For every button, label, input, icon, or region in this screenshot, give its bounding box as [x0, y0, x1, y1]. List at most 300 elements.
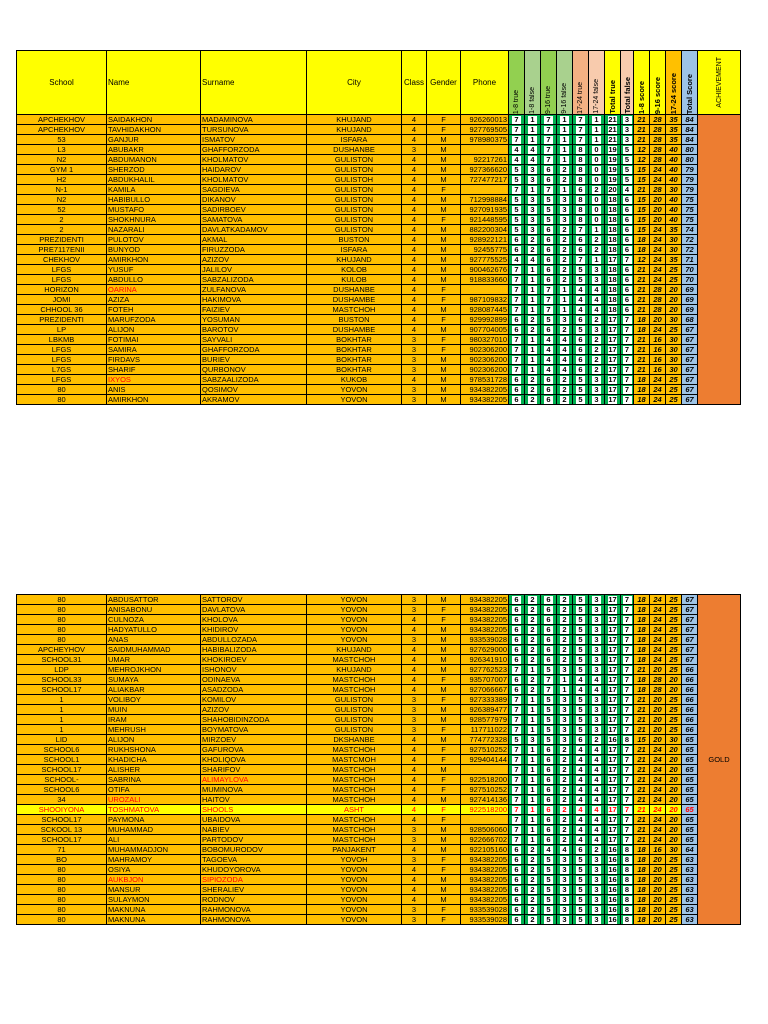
cell-gender: F	[427, 915, 461, 925]
cell-count: 3	[525, 735, 541, 745]
cell-score: 21	[634, 295, 650, 305]
cell-count: 8	[573, 195, 589, 205]
cell-count: 6	[541, 605, 557, 615]
cell-city: GULISTON	[307, 165, 402, 175]
cell-phone: 934382205	[461, 615, 509, 625]
cell-phone	[461, 145, 509, 155]
cell-score: 21	[634, 345, 650, 355]
cell-school: L7GS	[17, 365, 107, 375]
cell-class: 3	[402, 715, 427, 725]
cell-total-score: 65	[682, 755, 698, 765]
cell-count: 17	[605, 355, 621, 365]
cell-total-score: 70	[682, 275, 698, 285]
cell-city: YOVON	[307, 385, 402, 395]
cell-count: 7	[621, 675, 634, 685]
cell-count: 6	[541, 235, 557, 245]
cell-surname: ALIMAYLOVA	[201, 775, 307, 785]
cell-count: 7	[509, 785, 525, 795]
cell-score: 20	[650, 905, 666, 915]
cell-count: 3	[525, 205, 541, 215]
cell-count: 1	[525, 815, 541, 825]
cell-name: ABDUMANON	[107, 155, 201, 165]
cell-city: YOVON	[307, 635, 402, 645]
cell-score: 20	[666, 765, 682, 775]
table-row	[17, 255, 741, 265]
cell-count: 1	[525, 265, 541, 275]
cell-gender: M	[427, 305, 461, 315]
cell-score: 21	[634, 275, 650, 285]
cell-count: 17	[605, 615, 621, 625]
cell-count: 7	[621, 725, 634, 735]
header-gender: Gender	[427, 51, 461, 115]
cell-score: 24	[650, 795, 666, 805]
cell-phone: 922518200	[461, 805, 509, 815]
cell-count: 5	[541, 895, 557, 905]
cell-phone: 978980375	[461, 135, 509, 145]
cell-count: 17	[605, 835, 621, 845]
cell-total-score: 66	[682, 695, 698, 705]
cell-total-score: 68	[682, 315, 698, 325]
cell-count: 2	[557, 235, 573, 245]
cell-count: 4	[589, 675, 605, 685]
cell-count: 4	[573, 295, 589, 305]
cell-count: 18	[605, 285, 621, 295]
table-body-top	[17, 115, 741, 405]
cell-surname: GHAFFORZODA	[201, 345, 307, 355]
cell-achievement	[698, 115, 741, 405]
cell-count: 3	[557, 215, 573, 225]
cell-count: 7	[621, 345, 634, 355]
cell-count: 6	[541, 265, 557, 275]
header-achievement: ACHIEVEMENT	[698, 51, 741, 115]
table-row	[17, 715, 741, 725]
cell-count: 0	[589, 205, 605, 215]
cell-score: 24	[650, 395, 666, 405]
cell-count: 2	[525, 865, 541, 875]
cell-city: GULISTON	[307, 715, 402, 725]
cell-school: SCKOOL 13	[17, 825, 107, 835]
cell-count: 5	[573, 905, 589, 915]
cell-school: SCHOOL17	[17, 815, 107, 825]
cell-surname: BOBOMURODOV	[201, 845, 307, 855]
cell-surname: ASADZODA	[201, 685, 307, 695]
cell-score: 24	[650, 775, 666, 785]
cell-count: 6	[541, 645, 557, 655]
cell-count: 6	[573, 235, 589, 245]
table-row	[17, 235, 741, 245]
cell-score: 21	[634, 775, 650, 785]
cell-city: BOKHTAR	[307, 335, 402, 345]
cell-surname: GHAFFORZODA	[201, 145, 307, 155]
cell-phone: 934382205	[461, 395, 509, 405]
cell-count: 7	[621, 795, 634, 805]
cell-phone: 926341910	[461, 655, 509, 665]
cell-count: 19	[605, 155, 621, 165]
cell-count: 4	[589, 305, 605, 315]
cell-count: 3	[621, 115, 634, 125]
cell-count: 6	[573, 345, 589, 355]
cell-count: 5	[509, 175, 525, 185]
cell-total-score: 63	[682, 855, 698, 865]
cell-count: 6	[573, 365, 589, 375]
cell-count: 4	[589, 815, 605, 825]
header-17-24-score: 17-24 score	[666, 51, 682, 115]
cell-count: 2	[525, 655, 541, 665]
cell-count: 2	[525, 325, 541, 335]
cell-surname: SABZALIZODA	[201, 275, 307, 285]
cell-surname: RAHMONOVA	[201, 915, 307, 925]
cell-class: 3	[402, 395, 427, 405]
cell-city: GULISTON	[307, 195, 402, 205]
cell-score: 30	[666, 245, 682, 255]
cell-school: APCHEYHOV	[17, 645, 107, 655]
cell-school: GYM 1	[17, 165, 107, 175]
cell-surname: SAGDIEVA	[201, 185, 307, 195]
table-row	[17, 905, 741, 915]
cell-count: 2	[557, 765, 573, 775]
cell-city: DUSHANBE	[307, 285, 402, 295]
cell-score: 21	[634, 825, 650, 835]
cell-count: 2	[525, 315, 541, 325]
cell-count: 4	[573, 305, 589, 315]
cell-school: PREZIDENTI	[17, 235, 107, 245]
header-9-16-score: 9-16 score	[650, 51, 666, 115]
cell-count: 6	[541, 225, 557, 235]
cell-count: 4	[573, 675, 589, 685]
cell-count: 1	[525, 355, 541, 365]
cell-count: 17	[605, 325, 621, 335]
cell-total-score: 79	[682, 165, 698, 175]
header-9-16-false: 9-16 false	[557, 51, 573, 115]
cell-count: 3	[589, 375, 605, 385]
cell-count: 8	[621, 845, 634, 855]
cell-gender: F	[427, 775, 461, 785]
cell-count: 4	[509, 255, 525, 265]
cell-gender: M	[427, 165, 461, 175]
cell-score: 16	[650, 335, 666, 345]
cell-count: 3	[525, 215, 541, 225]
cell-count: 2	[525, 675, 541, 685]
cell-city: ASHT	[307, 805, 402, 815]
cell-score: 25	[666, 625, 682, 635]
cell-count: 4	[589, 785, 605, 795]
cell-school: 80	[17, 395, 107, 405]
cell-count: 6	[541, 795, 557, 805]
cell-class: 4	[402, 275, 427, 285]
cell-total-score: 69	[682, 295, 698, 305]
cell-total-score: 65	[682, 815, 698, 825]
cell-count: 7	[573, 125, 589, 135]
cell-count: 6	[573, 185, 589, 195]
cell-phone: 927091935	[461, 205, 509, 215]
cell-city: KHUJAND	[307, 115, 402, 125]
cell-phone: 929404144	[461, 755, 509, 765]
cell-score: 18	[634, 605, 650, 615]
cell-score: 18	[634, 235, 650, 245]
cell-score: 30	[666, 345, 682, 355]
table-row	[17, 155, 741, 165]
cell-gender: M	[427, 255, 461, 265]
cell-count: 6	[541, 805, 557, 815]
cell-count: 5	[573, 635, 589, 645]
cell-count: 4	[557, 845, 573, 855]
cell-school: 53	[17, 135, 107, 145]
cell-phone: 927775525	[461, 255, 509, 265]
cell-count: 3	[589, 695, 605, 705]
cell-count: 5	[573, 885, 589, 895]
cell-name: HADYATULLO	[107, 625, 201, 635]
cell-score: 20	[650, 735, 666, 745]
cell-count: 2	[525, 625, 541, 635]
cell-surname: GAFUROVA	[201, 745, 307, 755]
cell-count: 6	[573, 735, 589, 745]
cell-total-score: 74	[682, 225, 698, 235]
cell-school: PREZIDENTI	[17, 315, 107, 325]
cell-class: 4	[402, 155, 427, 165]
cell-class: 4	[402, 615, 427, 625]
cell-phone: 921448595	[461, 215, 509, 225]
cell-count: 17	[605, 805, 621, 815]
cell-count: 4	[573, 835, 589, 845]
cell-count: 7	[541, 685, 557, 695]
cell-count: 2	[589, 245, 605, 255]
cell-score: 20	[650, 695, 666, 705]
cell-count: 5	[573, 605, 589, 615]
table-row	[17, 245, 741, 255]
cell-count: 3	[557, 695, 573, 705]
table-row	[17, 615, 741, 625]
cell-total-score: 72	[682, 235, 698, 245]
cell-count: 1	[525, 825, 541, 835]
cell-count: 1	[525, 785, 541, 795]
cell-score: 18	[634, 675, 650, 685]
cell-class: 3	[402, 355, 427, 365]
table-row	[17, 865, 741, 875]
cell-score: 20	[666, 785, 682, 795]
header-17-24-true: 17-24 true	[573, 51, 589, 115]
cell-score: 12	[634, 145, 650, 155]
cell-class: 3	[402, 365, 427, 375]
cell-gender: F	[427, 695, 461, 705]
cell-surname: KHOLIQOVA	[201, 755, 307, 765]
cell-score: 18	[634, 385, 650, 395]
cell-count: 5	[541, 725, 557, 735]
cell-phone	[461, 765, 509, 775]
cell-count: 5	[541, 715, 557, 725]
cell-phone: 928506060	[461, 825, 509, 835]
cell-class: 4	[402, 875, 427, 885]
cell-phone: 926389477	[461, 705, 509, 715]
header-class: Class	[402, 51, 427, 115]
cell-total-score: 66	[682, 725, 698, 735]
cell-total-score: 67	[682, 345, 698, 355]
cell-score: 40	[666, 215, 682, 225]
cell-count: 2	[525, 235, 541, 245]
cell-count: 6	[509, 325, 525, 335]
table-row	[17, 755, 741, 765]
cell-count: 6	[541, 655, 557, 665]
cell-count: 2	[589, 345, 605, 355]
cell-score: 20	[650, 215, 666, 225]
cell-gender: F	[427, 115, 461, 125]
table-row	[17, 355, 741, 365]
cell-count: 2	[525, 875, 541, 885]
cell-count: 1	[525, 285, 541, 295]
cell-count: 18	[605, 265, 621, 275]
table-row	[17, 295, 741, 305]
header-1-8-score: 1-8 score	[634, 51, 650, 115]
cell-score: 16	[650, 345, 666, 355]
cell-count: 4	[573, 285, 589, 295]
cell-school: 80	[17, 605, 107, 615]
cell-count: 6	[509, 845, 525, 855]
cell-count: 5	[541, 695, 557, 705]
cell-count: 1	[557, 675, 573, 685]
cell-score: 21	[634, 805, 650, 815]
cell-count: 7	[509, 125, 525, 135]
cell-count: 3	[589, 645, 605, 655]
cell-count: 1	[525, 345, 541, 355]
cell-city: DUSHAMBE	[307, 325, 402, 335]
cell-count: 2	[557, 795, 573, 805]
cell-score: 30	[666, 185, 682, 195]
cell-score: 21	[634, 785, 650, 795]
cell-score: 30	[666, 355, 682, 365]
cell-gender: M	[427, 835, 461, 845]
cell-score: 21	[634, 365, 650, 375]
cell-count: 4	[541, 365, 557, 375]
cell-count: 6	[621, 205, 634, 215]
cell-class: 4	[402, 765, 427, 775]
cell-city: YOVON	[307, 595, 402, 605]
cell-phone: 727477217	[461, 175, 509, 185]
cell-score: 16	[650, 845, 666, 855]
cell-score: 24	[650, 235, 666, 245]
cell-count: 7	[541, 305, 557, 315]
cell-city: GULISTON	[307, 725, 402, 735]
cell-score: 20	[650, 875, 666, 885]
cell-count: 7	[621, 595, 634, 605]
table-row	[17, 685, 741, 695]
cell-count: 7	[621, 375, 634, 385]
cell-count: 8	[621, 905, 634, 915]
cell-phone: 934382205	[461, 865, 509, 875]
cell-count: 6	[621, 275, 634, 285]
cell-score: 24	[650, 255, 666, 265]
cell-count: 17	[605, 755, 621, 765]
cell-city: MASTCHOH	[307, 655, 402, 665]
cell-count: 17	[605, 635, 621, 645]
cell-school: SHOOIYONA	[17, 805, 107, 815]
table-row	[17, 175, 741, 185]
cell-count: 5	[541, 215, 557, 225]
cell-city: GULISTON	[307, 695, 402, 705]
cell-gender: M	[427, 235, 461, 245]
cell-gender: M	[427, 655, 461, 665]
cell-count: 0	[589, 155, 605, 165]
cell-school: 80	[17, 885, 107, 895]
cell-score: 12	[634, 255, 650, 265]
cell-count: 17	[605, 335, 621, 345]
cell-count: 3	[589, 395, 605, 405]
cell-class: 3	[402, 595, 427, 605]
cell-school: SCHOOL6	[17, 785, 107, 795]
cell-class: 3	[402, 345, 427, 355]
cell-score: 15	[634, 735, 650, 745]
cell-city: YOVON	[307, 875, 402, 885]
cell-gender: M	[427, 135, 461, 145]
cell-count: 3	[589, 885, 605, 895]
cell-total-score: 75	[682, 205, 698, 215]
cell-total-score: 71	[682, 255, 698, 265]
cell-score: 25	[666, 705, 682, 715]
cell-phone: 929992899	[461, 315, 509, 325]
cell-count: 6	[541, 385, 557, 395]
cell-city: GULISTON	[307, 185, 402, 195]
cell-city: KULOB	[307, 275, 402, 285]
cell-count: 7	[509, 815, 525, 825]
cell-count: 16	[605, 865, 621, 875]
cell-name: OTIFA	[107, 785, 201, 795]
cell-city: MASTCHOH	[307, 775, 402, 785]
cell-count: 1	[525, 135, 541, 145]
cell-score: 15	[634, 225, 650, 235]
cell-score: 20	[650, 195, 666, 205]
cell-surname: ODINAEVA	[201, 675, 307, 685]
cell-score: 21	[634, 705, 650, 715]
cell-score: 21	[634, 715, 650, 725]
cell-count: 5	[573, 375, 589, 385]
cell-gender: M	[427, 705, 461, 715]
cell-count: 6	[541, 595, 557, 605]
cell-gender: M	[427, 145, 461, 155]
cell-school: 1	[17, 725, 107, 735]
cell-gender: F	[427, 725, 461, 735]
cell-total-score: 67	[682, 645, 698, 655]
cell-gender: M	[427, 205, 461, 215]
cell-count: 2	[557, 175, 573, 185]
table-row	[17, 345, 741, 355]
cell-count: 7	[509, 115, 525, 125]
cell-gender: F	[427, 315, 461, 325]
cell-score: 24	[650, 385, 666, 395]
cell-score: 25	[666, 695, 682, 705]
cell-class: 4	[402, 665, 427, 675]
cell-count: 16	[605, 855, 621, 865]
cell-score: 20	[650, 895, 666, 905]
cell-surname: AZIZOV	[201, 255, 307, 265]
cell-count: 3	[557, 205, 573, 215]
cell-total-score: 67	[682, 625, 698, 635]
cell-count: 2	[589, 845, 605, 855]
cell-city: MASTCHOH	[307, 765, 402, 775]
cell-name: AUKBJON	[107, 875, 201, 885]
cell-score: 24	[650, 225, 666, 235]
cell-school: HORIZON	[17, 285, 107, 295]
cell-count: 3	[589, 615, 605, 625]
cell-count: 7	[509, 295, 525, 305]
cell-count: 4	[573, 815, 589, 825]
cell-score: 21	[634, 115, 650, 125]
cell-count: 5	[573, 705, 589, 715]
cell-surname: AKRAMOV	[201, 395, 307, 405]
cell-count: 2	[525, 595, 541, 605]
cell-class: 4	[402, 225, 427, 235]
cell-city: BOKHTAR	[307, 345, 402, 355]
cell-phone: 934382205	[461, 625, 509, 635]
cell-phone: 927510252	[461, 745, 509, 755]
cell-score: 25	[666, 635, 682, 645]
